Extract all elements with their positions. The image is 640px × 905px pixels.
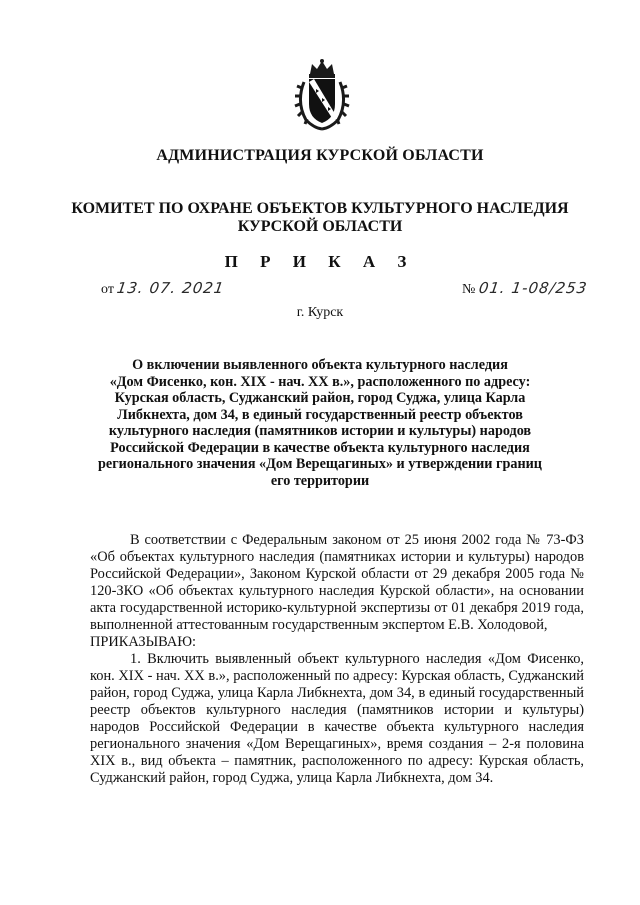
order-title: [80, 357, 560, 489]
title-line: культурного наследия (памятников истории и культуры) народов: [108, 423, 532, 439]
city: г. Курск: [296, 305, 344, 320]
date-value: 13. 07. 2021: [116, 279, 227, 297]
number-value: 01. 1-08/253: [477, 279, 589, 297]
title-line: Либкнехта, дом 34, в единый государственный реестр объектов: [117, 406, 523, 423]
title-line: его территории: [270, 472, 370, 489]
committee-title-line1: КОМИТЕТ ПО ОХРАНЕ ОБЪЕКТОВ КУЛЬТУРНОГО НАСЛЕДИЯ: [71, 200, 569, 217]
preamble-paragraph: В соответствии с Федеральным законом от 25 июня 2002 года № 73-ФЗ «Об объектах культурного наследия (памятниках истории и культуры) народов Российской Федерации», Законом Курской области от 29 декабря 2005 года № 120-ЗКО «Об объектах культурного наследия Курской области», на основании акта государственной историко-культурной экспертизы от 01 декабря 2019 года, выполненной аттестованным государственным экспертом Е.В. Холодовой,: [90, 532, 584, 633]
title-line: «Дом Фисенко, кон. XIX - нач. XX в.», расположенного по адресу:: [109, 373, 531, 390]
administration-title: АДМИНИСТРАЦИЯ КУРСКОЙ ОБЛАСТИ: [156, 147, 484, 164]
coat-of-arms-emblem: [292, 58, 352, 132]
title-line: регионального значения «Дом Верещагиных» и утверждении границ: [98, 456, 542, 472]
document-number: [462, 279, 587, 298]
date-prefix: от: [101, 282, 114, 297]
document-date: [101, 279, 225, 298]
title-line: Российской Федерации в качестве объекта культурного наследия: [110, 439, 530, 456]
committee-title: [40, 200, 600, 236]
committee-title-line2: КУРСКОЙ ОБЛАСТИ: [237, 218, 403, 235]
item-1-paragraph: 1. Включить выявленный объект культурного наследия «Дом Фисенко, кон. XIX - нач. XX в.», расположенный по адресу: Курская область, Суджанский район, город Суджа, улица Карла Либкнехта, дом 34, в единый государственный реестр объектов культурного наследия (памятников истории и культуры) народов Российской Федерации в качестве объекта культурного наследия регионального значения «Дом Верещагиных», время создания – 2-я половина XIX в., вид объекта – памятник, расположенного по адресу: Курская область, Суджанский район, город Суджа, улица Карла Либкнехта, дом 34.: [90, 651, 584, 786]
document-type: П Р И К А З: [224, 252, 416, 271]
order-body: [90, 532, 584, 787]
order-word: ПРИКАЗЫВАЮ:: [90, 634, 197, 650]
title-line: О включении выявленного объекта культурного наследия: [132, 357, 508, 373]
number-prefix: №: [462, 282, 476, 297]
title-line: Курская область, Суджанский район, город Суджа, улица Карла: [114, 390, 526, 406]
